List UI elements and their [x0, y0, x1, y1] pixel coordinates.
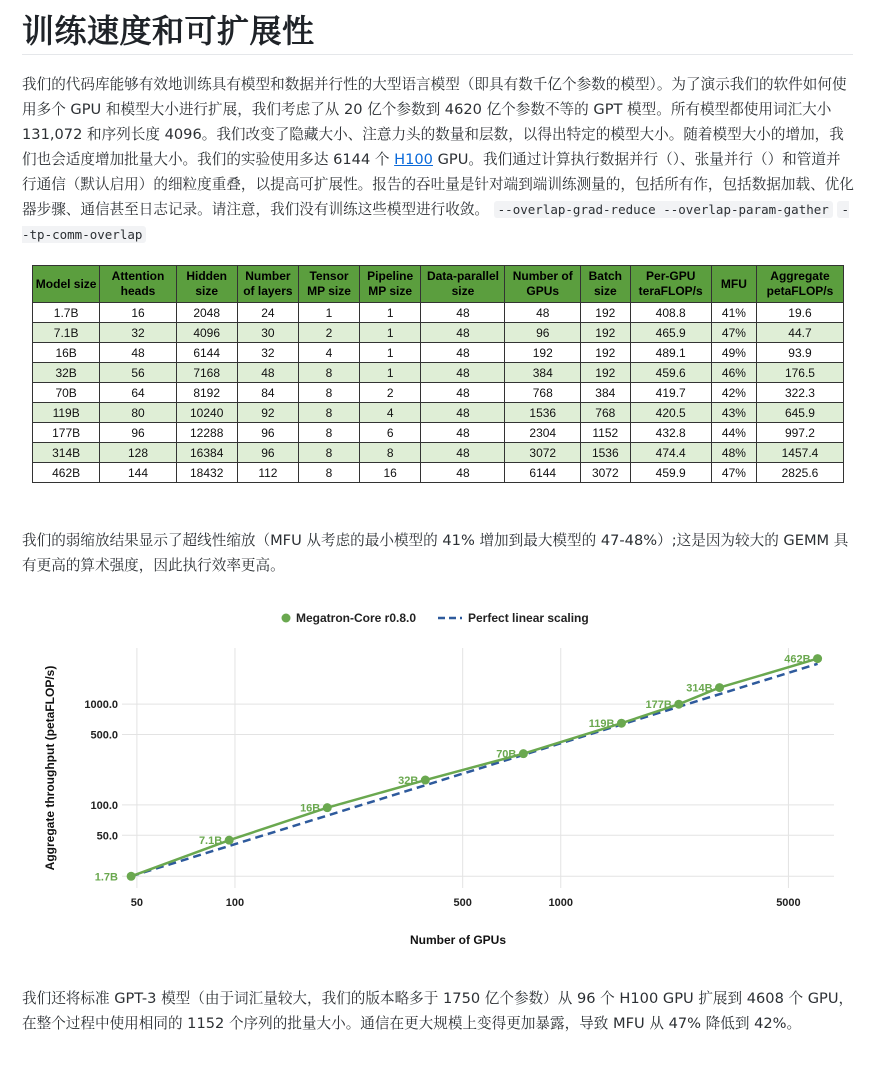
weak-scaling-paragraph: 我们的弱缩放结果显示了超线性缩放（MFU 从考虑的最小模型的 41% 增加到最大模型的 47-48%）;这是因为较大的 GEMM 具有更高的算术强度，因此执行效率更高。 — [22, 532, 849, 574]
perfect-scaling-line — [131, 664, 817, 876]
data-point — [674, 700, 683, 709]
scaling-chart — [22, 598, 852, 958]
table-cell: 49% — [711, 343, 756, 363]
x-tick-label: 50 — [130, 897, 144, 909]
table-cell: 46% — [711, 363, 756, 383]
table-cell: 176.5 — [756, 363, 843, 383]
y-axis-label: Aggregate throughput (petaFLOP/s) — [43, 665, 57, 871]
table-cell: 48 — [237, 363, 298, 383]
table-header-cell: Pipeline MP size — [359, 266, 421, 303]
table-cell: 8 — [299, 363, 360, 383]
table-cell: 177B — [33, 423, 100, 443]
table-cell: 384 — [505, 363, 581, 383]
table-cell: 47% — [711, 323, 756, 343]
code-overlap-options — [494, 201, 833, 218]
point-label: 70B — [496, 748, 517, 761]
point-label: 314B — [686, 682, 713, 695]
table-cell: 1 — [359, 343, 421, 363]
table-header-cell: Tensor MP size — [299, 266, 360, 303]
table-cell: 459.6 — [630, 363, 711, 383]
table-row — [33, 463, 844, 483]
table-cell: 64 — [100, 383, 176, 403]
table-header-cell: Model size — [33, 266, 100, 303]
table-cell: 6144 — [176, 343, 237, 363]
table-cell: 24 — [237, 303, 298, 323]
table-cell: 1536 — [581, 443, 630, 463]
table-cell: 1 — [359, 303, 421, 323]
intro-paragraph — [22, 72, 854, 247]
table-cell: 2 — [359, 383, 421, 403]
table-cell: 41% — [711, 303, 756, 323]
table-cell: 96 — [100, 423, 176, 443]
table-cell: 3072 — [505, 443, 581, 463]
table-cell: 80 — [100, 403, 176, 423]
table-cell: 3072 — [581, 463, 630, 483]
table-cell: 1 — [359, 323, 421, 343]
table-cell: 8 — [299, 443, 360, 463]
table-cell: 48 — [421, 383, 505, 403]
table-cell: 8192 — [176, 383, 237, 403]
data-point — [813, 654, 822, 663]
table-cell: 1 — [359, 363, 421, 383]
table-cell: 96 — [505, 323, 581, 343]
table-cell: 48 — [421, 443, 505, 463]
table-cell: 459.9 — [630, 463, 711, 483]
table-cell: 6144 — [505, 463, 581, 483]
x-tick-label: 1000 — [548, 897, 573, 909]
table-cell: 1152 — [581, 423, 630, 443]
table-row — [33, 443, 844, 463]
table-cell: 16 — [100, 303, 176, 323]
table-cell: 30 — [237, 323, 298, 343]
table-header-cell: Number of GPUs — [505, 266, 581, 303]
legend-marker-megatron — [282, 614, 291, 623]
table-header-cell: MFU — [711, 266, 756, 303]
table-cell: 128 — [100, 443, 176, 463]
table-cell: 192 — [581, 363, 630, 383]
table-cell: 768 — [505, 383, 581, 403]
y-tick-label: 500.0 — [90, 729, 118, 742]
table-cell: 314B — [33, 443, 100, 463]
table-cell: 48 — [421, 463, 505, 483]
table-row — [33, 303, 844, 323]
table-cell: 112 — [237, 463, 298, 483]
table-header-cell: Per-GPU teraFLOP/s — [630, 266, 711, 303]
table-cell: 19.6 — [756, 303, 843, 323]
x-tick-label: 500 — [453, 897, 472, 909]
table-header-cell: Aggregate petaFLOP/s — [756, 266, 843, 303]
x-tick-label: 5000 — [776, 897, 801, 909]
table-cell: 322.3 — [756, 383, 843, 403]
table-row — [33, 363, 844, 383]
table-cell: 1536 — [505, 403, 581, 423]
table-cell: 18432 — [176, 463, 237, 483]
table-cell: 12288 — [176, 423, 237, 443]
table-cell: 462B — [33, 463, 100, 483]
table-cell: 96 — [237, 423, 298, 443]
table-cell: 10240 — [176, 403, 237, 423]
point-label: 16B — [300, 802, 321, 815]
table-cell: 70B — [33, 383, 100, 403]
table-cell: 8 — [299, 383, 360, 403]
data-point — [421, 776, 430, 785]
table-cell: 42% — [711, 383, 756, 403]
intro-text-1: 我们的代码库能够有效地训练具有模型和数据并行性的大型语言模型（即具有数千亿个参数的模型）。为了演示我们的软件如何使用多个 GPU 和模型大小进行扩展，我们考虑了从 20 亿个参数到 4620 亿个参数不等的 GPT 模型。所有模型都使用词汇大小 131,072 和序列长度 4096。我们改变了隐藏大小、注意力头的数量和层数，以得出特定的模型大小。随着模型大小的增加，我们也会适度增加批量大小。我们的实验使用多达 6144 个 — [22, 76, 847, 168]
table-cell: 8 — [359, 443, 421, 463]
table-cell: 48 — [100, 343, 176, 363]
table-cell: 144 — [100, 463, 176, 483]
data-point — [225, 836, 234, 845]
table-row — [33, 323, 844, 343]
table-cell: 32B — [33, 363, 100, 383]
table-cell: 465.9 — [630, 323, 711, 343]
table-cell: 408.8 — [630, 303, 711, 323]
h100-link[interactable]: H100 — [394, 151, 433, 168]
table-cell: 16384 — [176, 443, 237, 463]
data-point — [519, 749, 528, 758]
table-cell: 8 — [299, 463, 360, 483]
table-cell: 419.7 — [630, 383, 711, 403]
table-cell: 32 — [237, 343, 298, 363]
table-row — [33, 383, 844, 403]
table-row — [33, 403, 844, 423]
intro-text-2: GPU。我们通过计算执行数据并行（）、张量并行（）和管道并行通信（默认启用）的细粒度重叠，以提高可扩展性。报告的吞吐量是针对端到端训练测量的，包括所有作，包括数据加载、优化器步骤、通信甚至日志记录。请注意，我们没有训练这些模型进行收敛。 — [22, 151, 854, 218]
table-cell: 2304 — [505, 423, 581, 443]
table-cell: 43% — [711, 403, 756, 423]
table-cell: 47% — [711, 463, 756, 483]
table-cell: 997.2 — [756, 423, 843, 443]
code-tp-comm-overlap: --tp-comm-overlap — [22, 202, 849, 242]
legend-label-linear: Perfect linear scaling — [468, 611, 589, 625]
table-cell: 16 — [359, 463, 421, 483]
table-cell: 7.1B — [33, 323, 100, 343]
table-cell: 44% — [711, 423, 756, 443]
point-label: 32B — [398, 775, 419, 788]
table-cell: 93.9 — [756, 343, 843, 363]
data-point — [323, 803, 332, 812]
table-cell: 56 — [100, 363, 176, 383]
table-cell: 92 — [237, 403, 298, 423]
table-cell: 645.9 — [756, 403, 843, 423]
table-cell: 48 — [421, 323, 505, 343]
table-cell: 192 — [581, 343, 630, 363]
data-point — [127, 872, 136, 881]
gpt3-paragraph: 我们还将标准 GPT-3 模型（由于词汇量较大，我们的版本略多于 1750 亿个参数）从 96 个 H100 GPU 扩展到 4608 个 GPU，在整个过程中使用相同的 1152 个序列的批量大小。通信在更大规模上变得更加暴露，导致 MFU 从 47% 降低到 42%。 — [22, 990, 854, 1032]
table-cell: 7168 — [176, 363, 237, 383]
table-header-row — [33, 266, 844, 303]
code-overlap-grad-reduce: --overlap-grad-reduce — [497, 202, 656, 217]
table-cell: 48 — [421, 343, 505, 363]
table-cell: 48% — [711, 443, 756, 463]
y-tick-label: 100.0 — [90, 799, 118, 812]
table-cell: 119B — [33, 403, 100, 423]
table-cell: 2048 — [176, 303, 237, 323]
page-title: 训练速度和可扩展性 — [22, 12, 315, 50]
table-cell: 768 — [581, 403, 630, 423]
table-cell: 16B — [33, 343, 100, 363]
table-row — [33, 423, 844, 443]
table-cell: 2 — [299, 323, 360, 343]
table-header-cell: Batch size — [581, 266, 630, 303]
table-cell: 48 — [421, 423, 505, 443]
table-body — [33, 303, 844, 483]
table-cell: 84 — [237, 383, 298, 403]
table-header-cell: Data-parallel size — [421, 266, 505, 303]
table-header-cell: Number of layers — [237, 266, 298, 303]
point-label: 462B — [784, 653, 811, 666]
table-cell: 96 — [237, 443, 298, 463]
table-cell: 489.1 — [630, 343, 711, 363]
table-cell: 1457.4 — [756, 443, 843, 463]
table-cell: 48 — [421, 363, 505, 383]
point-label: 177B — [645, 699, 672, 712]
table-cell: 8 — [299, 403, 360, 423]
table-cell: 4 — [299, 343, 360, 363]
table-cell: 44.7 — [756, 323, 843, 343]
y-tick-label: 1.7B — [94, 871, 118, 884]
table-cell: 48 — [505, 303, 581, 323]
table-cell: 6 — [359, 423, 421, 443]
table-cell: 2825.6 — [756, 463, 843, 483]
table-cell: 4096 — [176, 323, 237, 343]
table-row — [33, 343, 844, 363]
table-cell: 1 — [299, 303, 360, 323]
table-cell: 8 — [299, 423, 360, 443]
table-cell: 192 — [581, 303, 630, 323]
table-cell: 48 — [421, 403, 505, 423]
table-cell: 48 — [421, 303, 505, 323]
point-label: 119B — [588, 718, 615, 731]
table-header-cell: Hidden size — [176, 266, 237, 303]
code-overlap-param-gather: --overlap-param-gather — [663, 202, 829, 217]
table-cell: 1.7B — [33, 303, 100, 323]
y-tick-label: 50.0 — [96, 830, 118, 843]
y-tick-label: 1000.0 — [84, 699, 118, 712]
legend-label-megatron: Megatron-Core r0.8.0 — [296, 611, 417, 625]
title-divider — [22, 54, 853, 55]
data-point — [715, 683, 724, 692]
table-cell: 4 — [359, 403, 421, 423]
table-cell: 32 — [100, 323, 176, 343]
table-cell: 420.5 — [630, 403, 711, 423]
table-header-cell: Attention heads — [100, 266, 176, 303]
x-tick-label: 100 — [225, 897, 245, 909]
table-cell: 192 — [505, 343, 581, 363]
data-point — [617, 719, 626, 728]
table-cell: 192 — [581, 323, 630, 343]
scaling-table — [32, 265, 844, 483]
table-cell: 432.8 — [630, 423, 711, 443]
x-axis-label: Number of GPUs — [409, 933, 507, 947]
table-cell: 384 — [581, 383, 630, 403]
table-cell: 474.4 — [630, 443, 711, 463]
point-label: 7.1B — [198, 835, 223, 848]
